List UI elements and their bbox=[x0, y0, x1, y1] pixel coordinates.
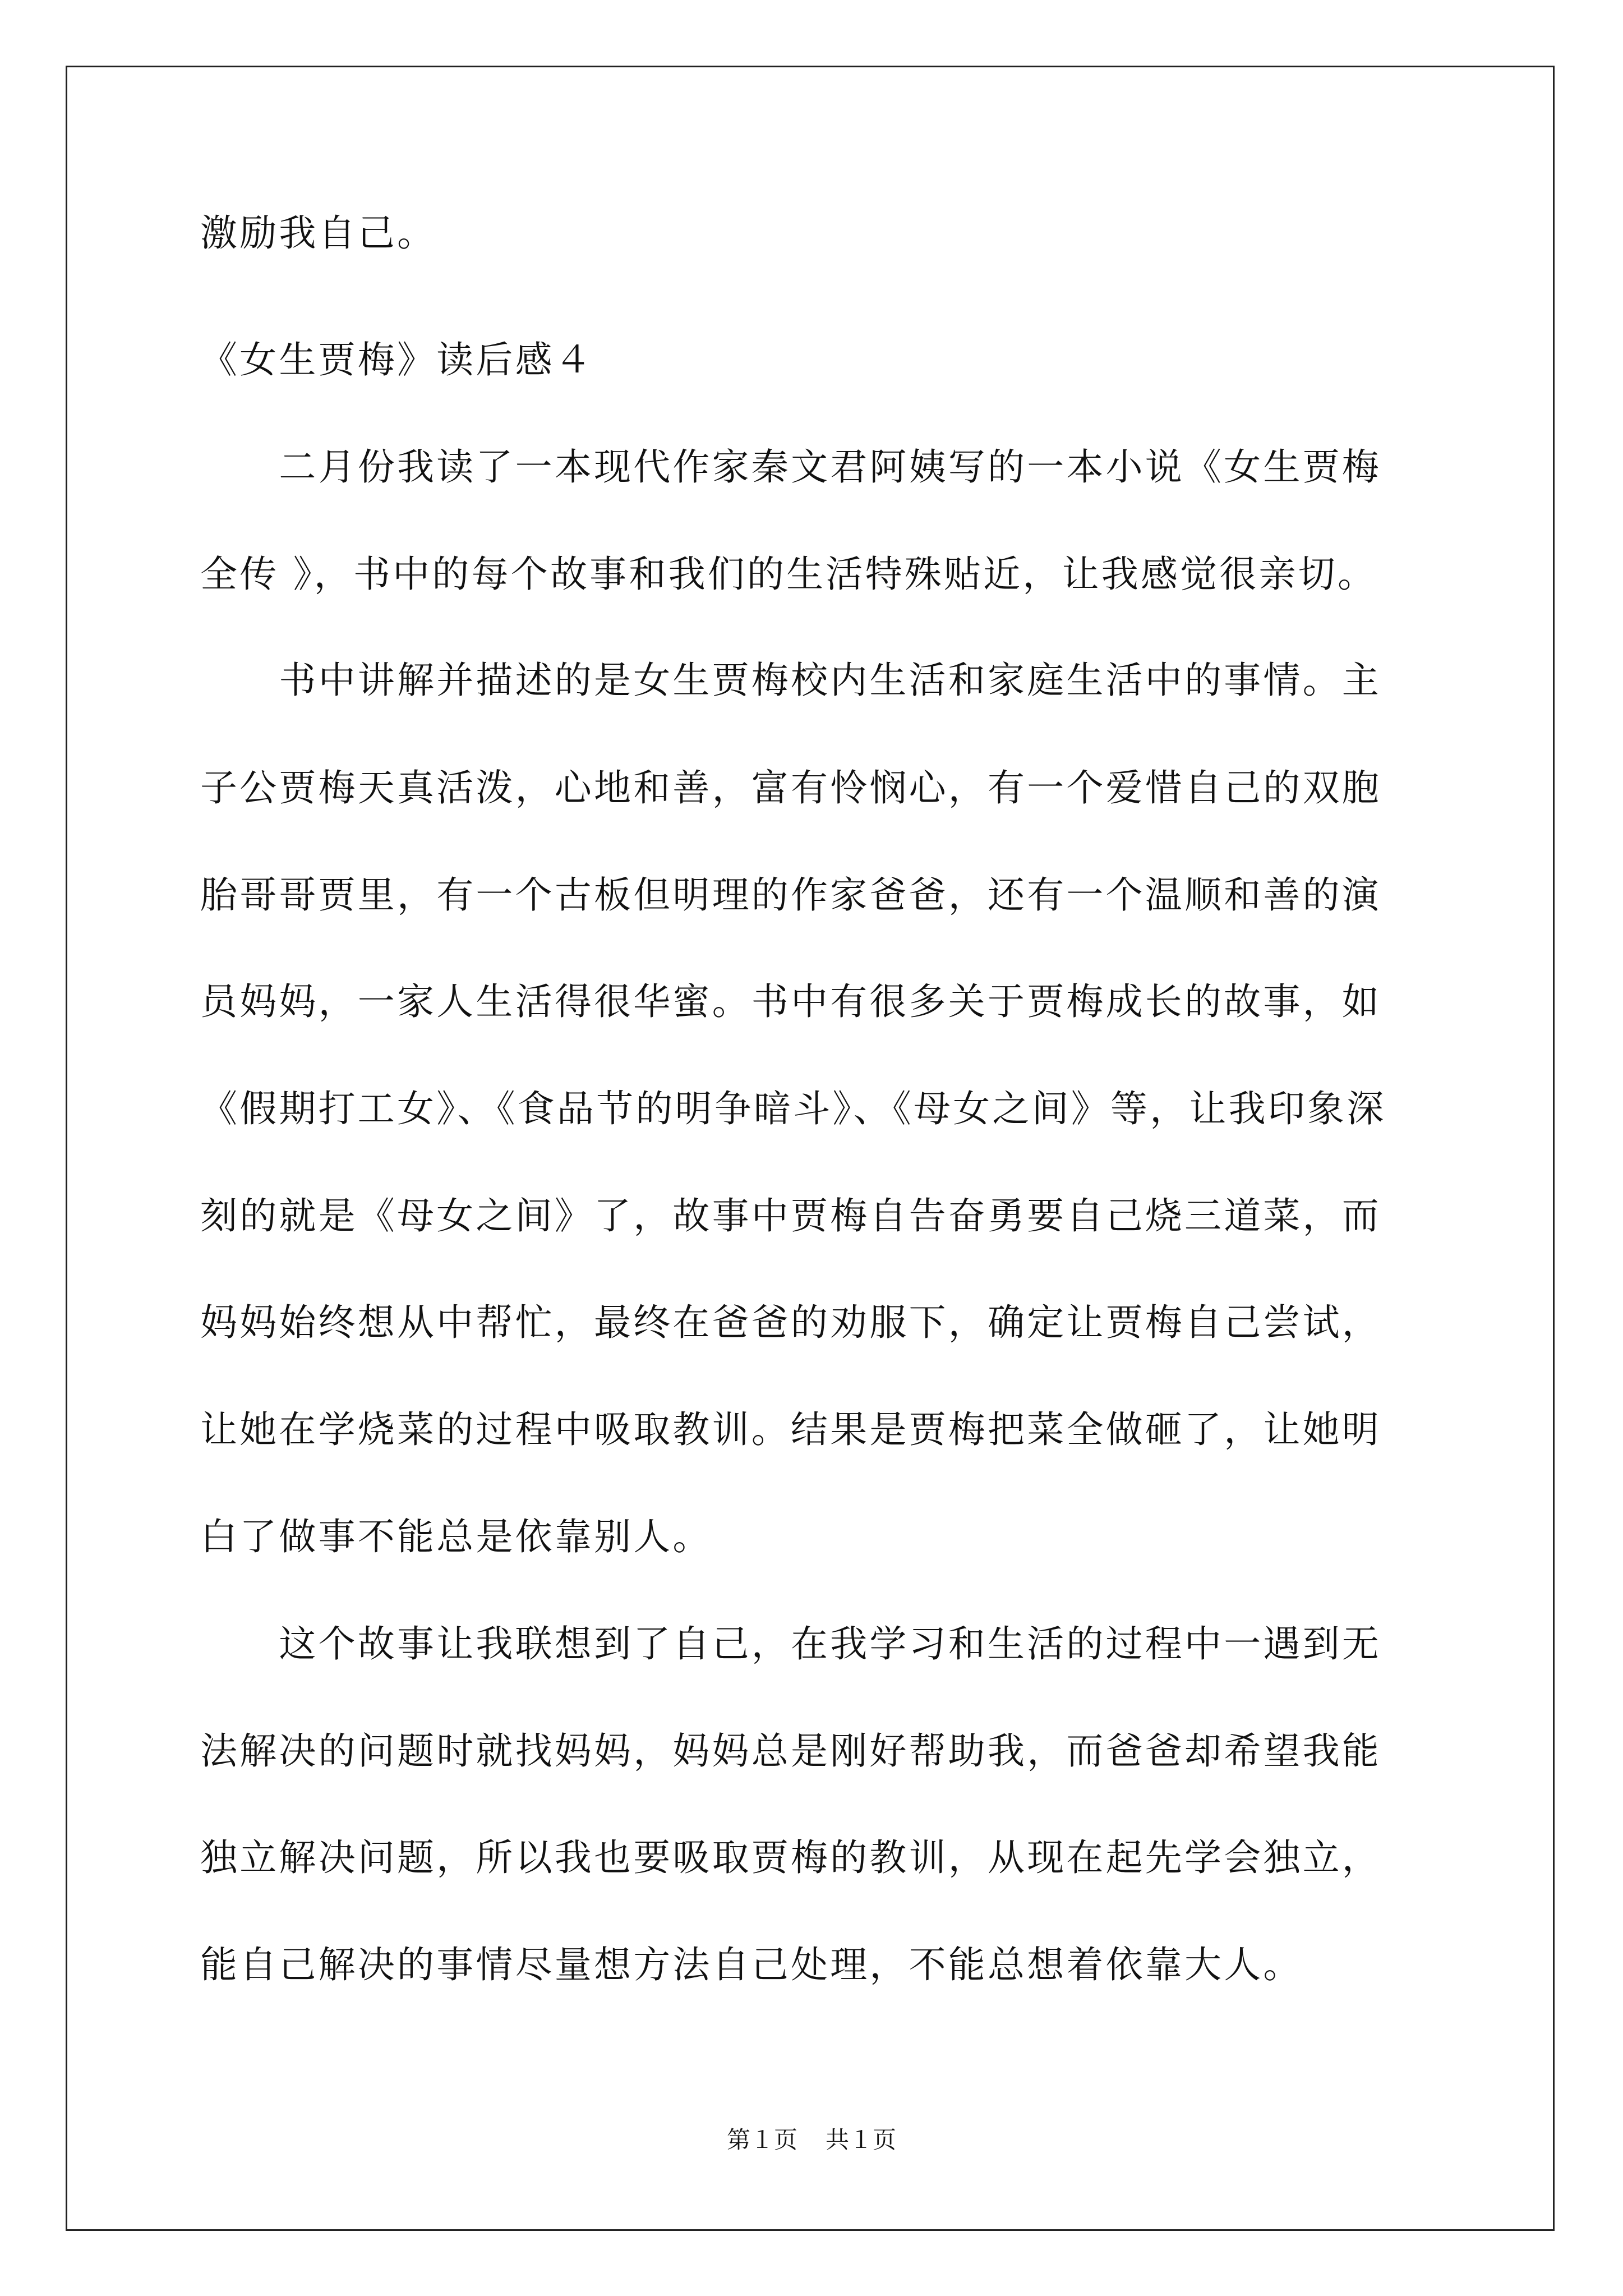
text-line: 激励我自己。 bbox=[200, 211, 437, 255]
text-line: 胎哥哥贾里，有一个古板但明理的作家爸爸，还有一个温顺和善的演 bbox=[200, 873, 1381, 917]
text-line: 刻的就是《母女之间》了，故事中贾梅自告奋勇要自己烧三道菜，而 bbox=[200, 1194, 1381, 1237]
text-line: 员妈妈，一家人生活得很华蜜。书中有很多关于贾梅成长的故事，如 bbox=[200, 980, 1381, 1023]
text-line: 白了做事不能总是依靠别人。 bbox=[200, 1515, 712, 1558]
page-count: 共１页 bbox=[826, 2126, 897, 2154]
text-line: 《假期打工女》、《食品节的明争暗斗》、《母女之间》等，让我印象深 bbox=[200, 1087, 1386, 1130]
text-line: 子公贾梅天真活泼，心地和善，富有怜悯心，有一个爱惜自己的双胞 bbox=[200, 766, 1381, 809]
text-line: 妈妈始终想从中帮忙，最终在爸爸的劝服下，确定让贾梅自己尝试， bbox=[200, 1301, 1381, 1344]
text-line: 二月份我读了一本现代作家秦文君阿姨写的一本小说《女生贾梅 bbox=[200, 445, 1381, 489]
text-line: 书中讲解并描述的是女生贾梅校内生活和家庭生活中的事情。主 bbox=[200, 659, 1381, 702]
text-line: 让她在学烧菜的过程中吸取教训。结果是贾梅把菜全做砸了，让她明 bbox=[200, 1408, 1381, 1451]
page-footer bbox=[0, 2126, 1623, 2154]
text-line: 这个故事让我联想到了自己，在我学习和生活的过程中一遇到无 bbox=[200, 1622, 1381, 1665]
text-line: 全传 》，书中的每个故事和我们的生活特殊贴近，让我感觉很亲切。 bbox=[200, 553, 1377, 596]
text-line: 法解决的问题时就找妈妈，妈妈总是刚好帮助我，而爸爸却希望我能 bbox=[200, 1729, 1381, 1773]
page-border bbox=[66, 66, 1555, 2231]
section-heading: 《女生贾梅》读后感４ bbox=[200, 338, 594, 381]
page-number: 第１页 bbox=[726, 2126, 797, 2154]
text-line: 独立解决问题，所以我也要吸取贾梅的教训，从现在起先学会独立， bbox=[200, 1836, 1381, 1879]
text-line: 能自己解决的事情尽量想方法自己处理，不能总想着依靠大人。 bbox=[200, 1943, 1303, 1986]
